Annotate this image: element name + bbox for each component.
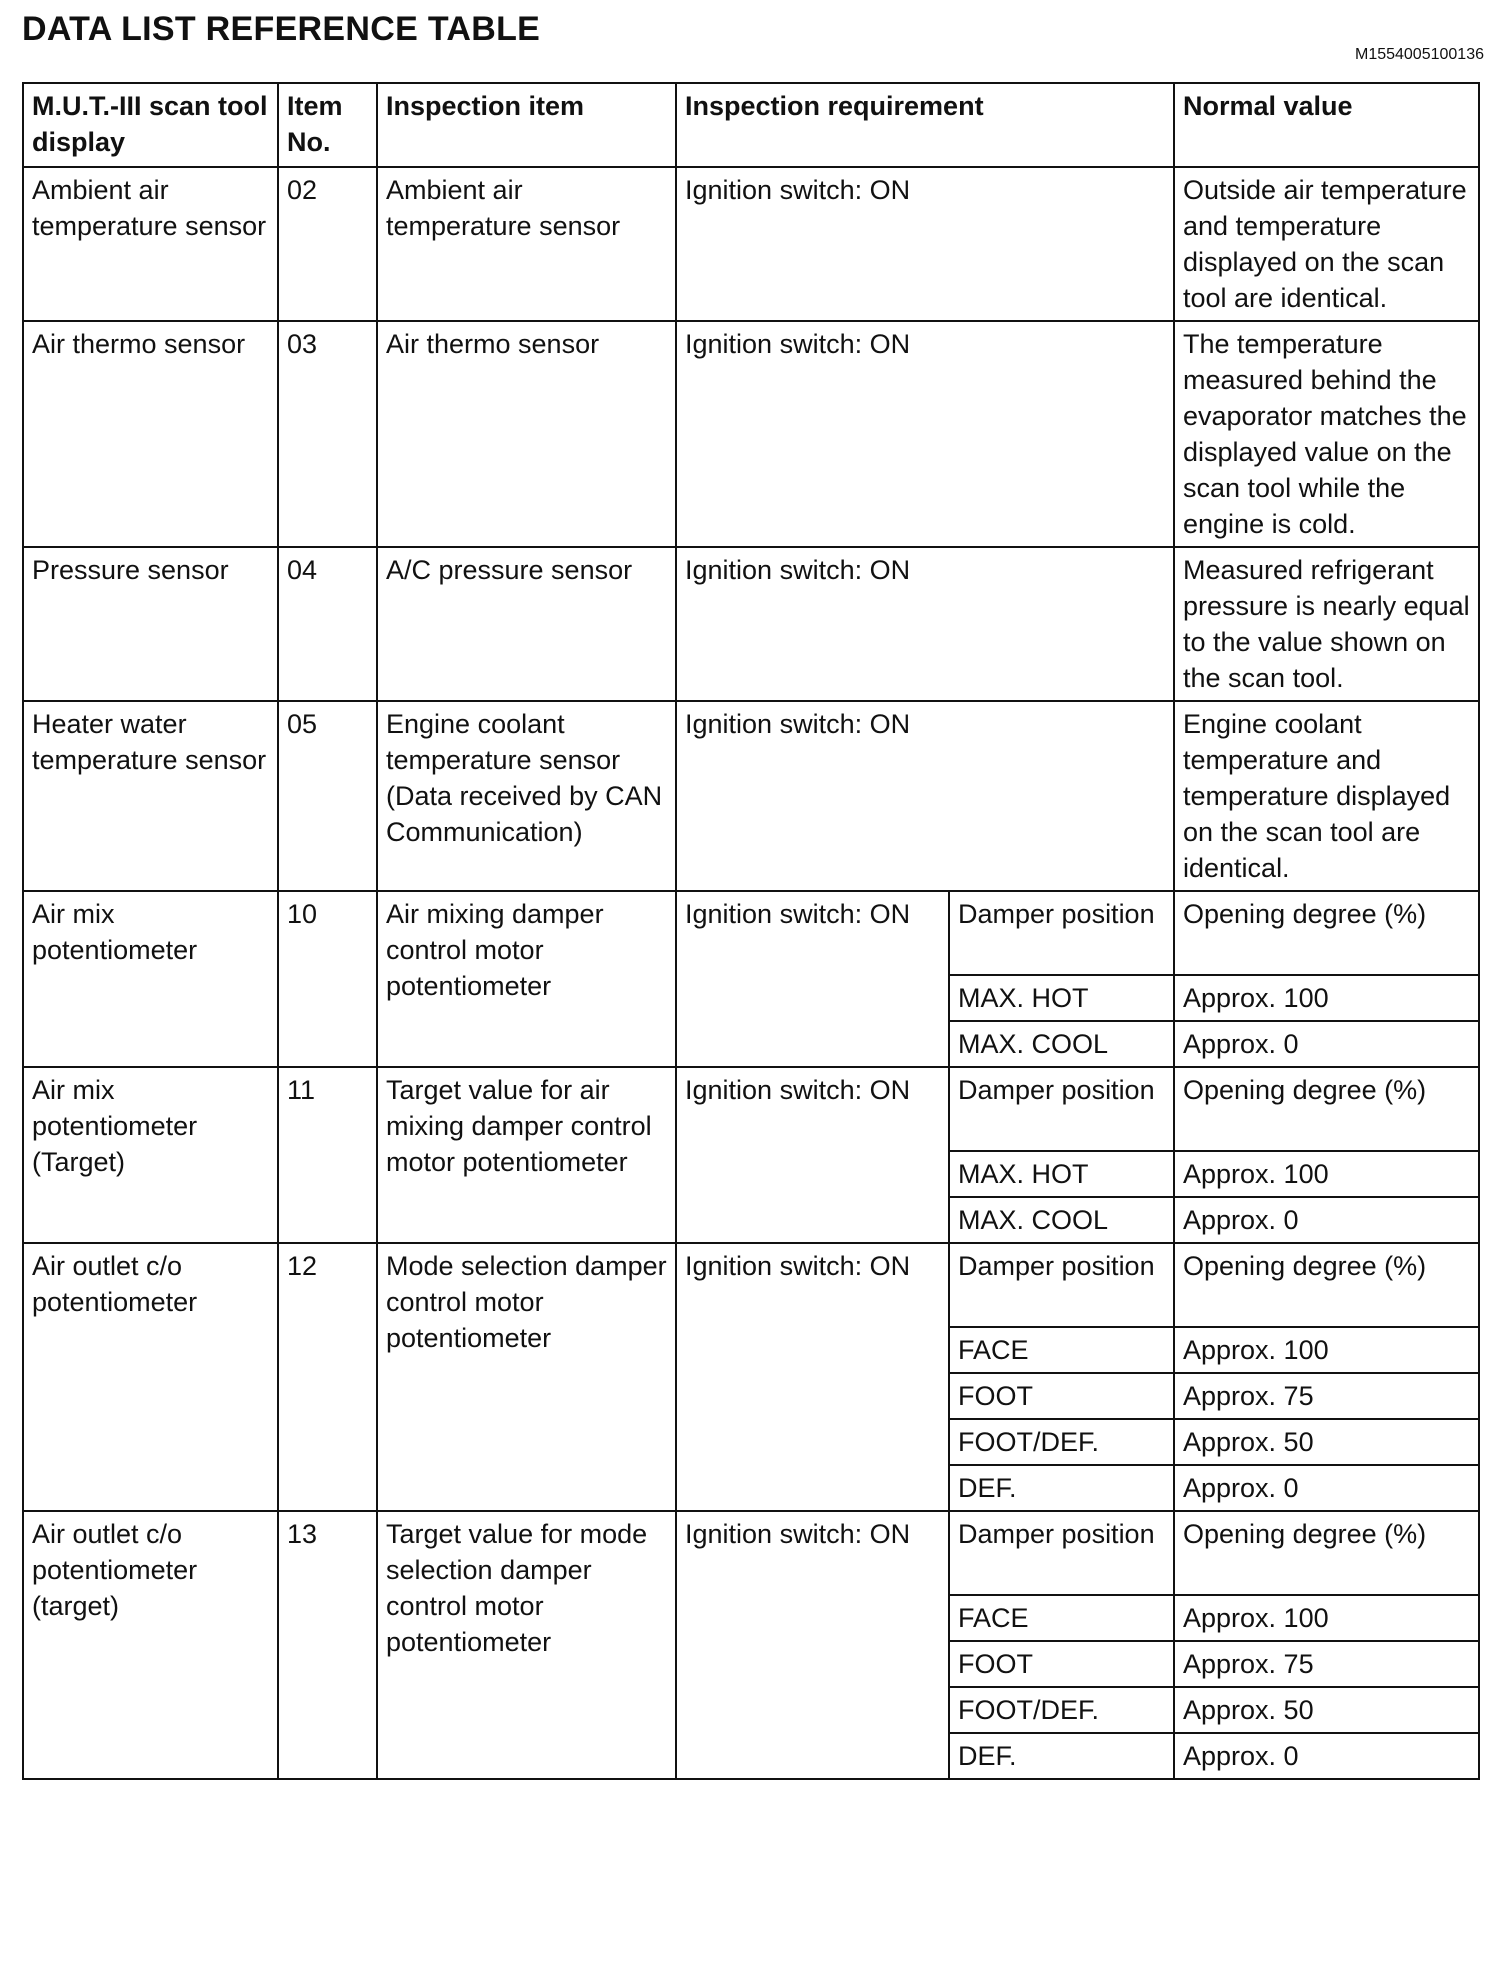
- cell-condition: FOOT: [949, 1373, 1174, 1419]
- table-row: [23, 1511, 1479, 1595]
- table-row: [23, 1243, 1479, 1327]
- cell-display: Air thermo sensor: [23, 321, 278, 547]
- data-list-table: [22, 82, 1480, 1780]
- cell-condition: DEF.: [949, 1733, 1174, 1779]
- header-inspection-requirement: Inspection requirement: [676, 83, 1174, 167]
- header-scan-tool-display: M.U.T.-III scan tool display: [23, 83, 278, 167]
- cell-condition: FACE: [949, 1327, 1174, 1373]
- cell-requirement: Ignition switch: ON: [676, 321, 1174, 547]
- cell-display: Air mix potentiometer: [23, 891, 278, 1067]
- cell-condition: MAX. HOT: [949, 1151, 1174, 1197]
- cell-display: Air outlet c/o potentiometer (target): [23, 1511, 278, 1779]
- cell-requirement: Ignition switch: ON: [676, 547, 1174, 701]
- table-row: [23, 701, 1479, 891]
- cell-condition: FOOT/DEF.: [949, 1687, 1174, 1733]
- cell-sub-header: Damper position: [949, 1243, 1174, 1327]
- cell-item-no: 03: [278, 321, 377, 547]
- table-row: [23, 547, 1479, 701]
- cell-inspection-item: Engine coolant temperature sensor (Data received by CAN Communication): [377, 701, 676, 891]
- cell-requirement: Ignition switch: ON: [676, 891, 949, 1067]
- cell-sub-header: Damper position: [949, 1511, 1174, 1595]
- cell-sub-header: Damper position: [949, 1067, 1174, 1151]
- cell-sub-normal-header: Opening degree (%): [1174, 1067, 1479, 1151]
- cell-display: Air mix potentiometer (Target): [23, 1067, 278, 1243]
- cell-requirement: Ignition switch: ON: [676, 167, 1174, 321]
- cell-value: Approx. 50: [1174, 1419, 1479, 1465]
- cell-value: Approx. 50: [1174, 1687, 1479, 1733]
- cell-normal-value: Measured refrigerant pressure is nearly equal to the value shown on the scan tool.: [1174, 547, 1479, 701]
- cell-item-no: 05: [278, 701, 377, 891]
- cell-condition: MAX. COOL: [949, 1021, 1174, 1067]
- cell-display: Ambient air temperature sensor: [23, 167, 278, 321]
- cell-item-no: 11: [278, 1067, 377, 1243]
- cell-item-no: 04: [278, 547, 377, 701]
- cell-value: Approx. 100: [1174, 1151, 1479, 1197]
- cell-condition: DEF.: [949, 1465, 1174, 1511]
- header-item-no: Item No.: [278, 83, 377, 167]
- cell-normal-value: Engine coolant temperature and temperature displayed on the scan tool are identical.: [1174, 701, 1479, 891]
- cell-value: Approx. 75: [1174, 1373, 1479, 1419]
- table-row: [23, 891, 1479, 975]
- cell-value: Approx. 0: [1174, 1465, 1479, 1511]
- cell-normal-value: Outside air temperature and temperature displayed on the scan tool are identical.: [1174, 167, 1479, 321]
- cell-inspection-item: Ambient air temperature sensor: [377, 167, 676, 321]
- cell-requirement: Ignition switch: ON: [676, 1243, 949, 1511]
- cell-condition: FOOT: [949, 1641, 1174, 1687]
- cell-value: Approx. 0: [1174, 1197, 1479, 1243]
- cell-sub-normal-header: Opening degree (%): [1174, 1243, 1479, 1327]
- table-row: [23, 167, 1479, 321]
- cell-display: Air outlet c/o potentiometer: [23, 1243, 278, 1511]
- cell-display: Pressure sensor: [23, 547, 278, 701]
- header-inspection-item: Inspection item: [377, 83, 676, 167]
- cell-condition: FOOT/DEF.: [949, 1419, 1174, 1465]
- cell-sub-normal-header: Opening degree (%): [1174, 891, 1479, 975]
- cell-sub-normal-header: Opening degree (%): [1174, 1511, 1479, 1595]
- table-header-row: [23, 83, 1479, 167]
- cell-item-no: 02: [278, 167, 377, 321]
- cell-requirement: Ignition switch: ON: [676, 1511, 949, 1779]
- cell-value: Approx. 75: [1174, 1641, 1479, 1687]
- cell-inspection-item: A/C pressure sensor: [377, 547, 676, 701]
- cell-sub-header: Damper position: [949, 891, 1174, 975]
- cell-value: Approx. 100: [1174, 975, 1479, 1021]
- cell-requirement: Ignition switch: ON: [676, 1067, 949, 1243]
- cell-inspection-item: Air thermo sensor: [377, 321, 676, 547]
- cell-requirement: Ignition switch: ON: [676, 701, 1174, 891]
- cell-condition: MAX. COOL: [949, 1197, 1174, 1243]
- cell-value: Approx. 100: [1174, 1327, 1479, 1373]
- cell-inspection-item: Target value for mode selection damper control motor potentiometer: [377, 1511, 676, 1779]
- page-title: DATA LIST REFERENCE TABLE: [22, 10, 541, 48]
- table-row: [23, 321, 1479, 547]
- header-normal-value: Normal value: [1174, 83, 1479, 167]
- cell-item-no: 10: [278, 891, 377, 1067]
- cell-inspection-item: Target value for air mixing damper control motor potentiometer: [377, 1067, 676, 1243]
- cell-display: Heater water temperature sensor: [23, 701, 278, 891]
- cell-normal-value: The temperature measured behind the evaporator matches the displayed value on the scan tool while the engine is cold.: [1174, 321, 1479, 547]
- cell-item-no: 12: [278, 1243, 377, 1511]
- cell-item-no: 13: [278, 1511, 377, 1779]
- cell-value: Approx. 0: [1174, 1021, 1479, 1067]
- cell-value: Approx. 100: [1174, 1595, 1479, 1641]
- cell-condition: FACE: [949, 1595, 1174, 1641]
- table-row: [23, 1067, 1479, 1151]
- cell-inspection-item: Mode selection damper control motor potentiometer: [377, 1243, 676, 1511]
- cell-value: Approx. 0: [1174, 1733, 1479, 1779]
- cell-condition: MAX. HOT: [949, 975, 1174, 1021]
- document-id: M1554005100136: [1354, 46, 1484, 63]
- cell-inspection-item: Air mixing damper control motor potentiometer: [377, 891, 676, 1067]
